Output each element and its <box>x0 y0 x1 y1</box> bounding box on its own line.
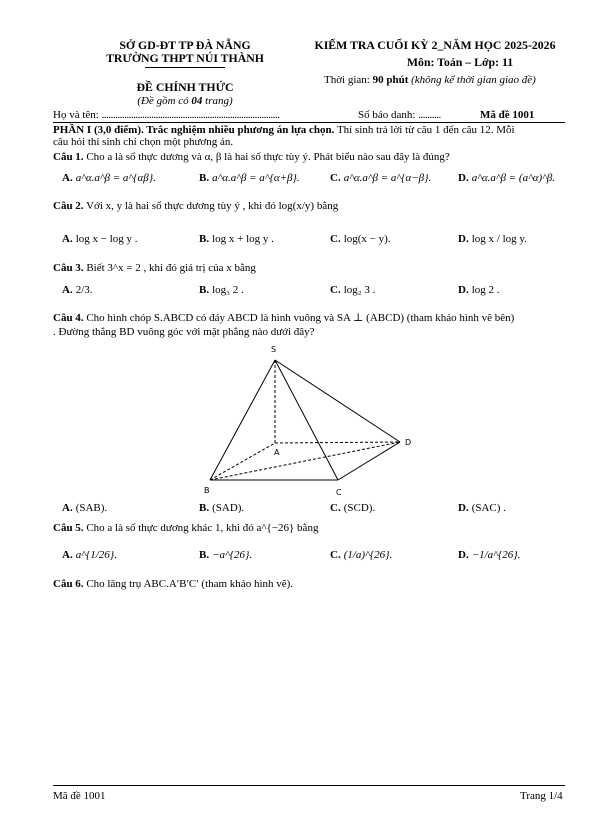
part1-title-line: PHẦN I (3,0 điểm). Trắc nghiệm nhiều phương án lựa chọn. Thí sinh trả lời từ câu 1 đến câu 12. Mỗi <box>53 124 515 136</box>
q1-option-b[interactable]: B. a^α.a^β = a^{α+β}. <box>199 172 300 184</box>
school-name: TRƯỜNG THPT NÚI THÀNH <box>106 51 264 65</box>
q2-option-b[interactable]: B. log x + log y . <box>199 233 274 245</box>
footer-code: Mã đề 1001 <box>53 790 106 802</box>
pyramid-figure <box>190 340 430 505</box>
q3-option-a[interactable]: A. 2/3. <box>62 284 93 296</box>
exam-code: Mã đề 1001 <box>480 109 535 121</box>
q1-option-d[interactable]: D. a^α.a^β = (a^α)^β. <box>458 172 556 184</box>
footer-divider <box>53 785 565 786</box>
question-2: Câu 2. Với x, y là hai số thực dương tùy ý , khi đó log(x/y) bằng <box>53 200 339 212</box>
label-a: A <box>274 448 280 457</box>
department: SỞ GD-ĐT TP ĐÀ NẴNG <box>119 38 251 52</box>
edge-bd <box>210 442 400 480</box>
sbd-field: Số báo danh: .......... <box>358 109 441 121</box>
label-d: D <box>405 438 412 447</box>
school-underline <box>145 67 225 68</box>
q4-option-b[interactable]: B. (SAD). <box>199 502 245 514</box>
q2-option-d[interactable]: D. log x / log y. <box>458 233 527 245</box>
header-divider <box>53 122 565 123</box>
time-info: Thời gian: 90 phút (không kể thời gian giao đề) <box>324 74 536 86</box>
q4-option-a[interactable]: A. (SAB). <box>62 502 108 514</box>
q4-option-c[interactable]: C. (SCD). <box>330 502 376 514</box>
question-4: Câu 4. Cho hình chóp S.ABCD có đáy ABCD là hình vuông và SA ⊥ (ABCD) (tham khảo hình vẽ bên) <box>53 312 515 324</box>
label-b: B <box>204 486 210 495</box>
q2-option-a[interactable]: A. log x − log y . <box>62 233 138 245</box>
q3-option-c[interactable]: C. log₂ 3 . <box>330 284 376 296</box>
q5-option-a[interactable]: A. a^{1/26}. <box>62 549 117 561</box>
exam-title: KIỂM TRA CUỐI KỲ 2_NĂM HỌC 2025-2026 <box>314 38 556 52</box>
question-3: Câu 3. Biết 3^x = 2 , khi đó giá trị của x bằng <box>53 262 256 274</box>
q2-option-c[interactable]: C. log(x − y). <box>330 233 391 245</box>
q4-option-d[interactable]: D. (SAC) . <box>458 502 506 514</box>
question-5: Câu 5. Cho a là số thực dương khác 1, khi đó a^{−26} bằng <box>53 522 319 534</box>
question-6: Câu 6. Cho lăng trụ ABC.A′B′C′ (tham khảo hình vẽ). <box>53 578 294 590</box>
q3-option-b[interactable]: B. log₃ 2 . <box>199 284 244 296</box>
label-c: C <box>336 488 342 497</box>
q1-option-c[interactable]: C. a^α.a^β = a^{α−β}. <box>330 172 432 184</box>
question-1: Câu 1. Cho a là số thực dương và α, β là hai số thực tùy ý. Phát biểu nào sau đây là đúng? <box>53 151 450 163</box>
label-s: S <box>271 345 277 354</box>
edge-sc <box>275 360 338 480</box>
q5-option-c[interactable]: C. (1/a)^{26}. <box>330 549 393 561</box>
q5-option-d[interactable]: D. −1/a^{26}. <box>458 549 521 561</box>
edge-ad <box>275 442 400 443</box>
name-field: Họ và tên: ............................................................................... <box>53 109 280 121</box>
subject: Môn: Toán – Lớp: 11 <box>406 55 514 69</box>
edge-sd <box>275 360 400 442</box>
footer-page: Trang 1/4 <box>520 790 563 802</box>
q3-option-d[interactable]: D. log 2 . <box>458 284 500 296</box>
q1-option-a[interactable]: A. a^α.a^β = a^{αβ}. <box>62 172 156 184</box>
q5-option-b[interactable]: B. −a^{26}. <box>199 549 253 561</box>
official-label: ĐỀ CHÍNH THỨC <box>136 80 234 94</box>
pages-note: (Đề gồm có 04 trang) <box>137 95 233 107</box>
part1-instruction: câu hỏi thí sinh chỉ chọn một phương án. <box>53 136 234 148</box>
question-4-cont: . Đường thẳng BD vuông góc với mặt phẳng nào dưới đây? <box>53 326 315 338</box>
